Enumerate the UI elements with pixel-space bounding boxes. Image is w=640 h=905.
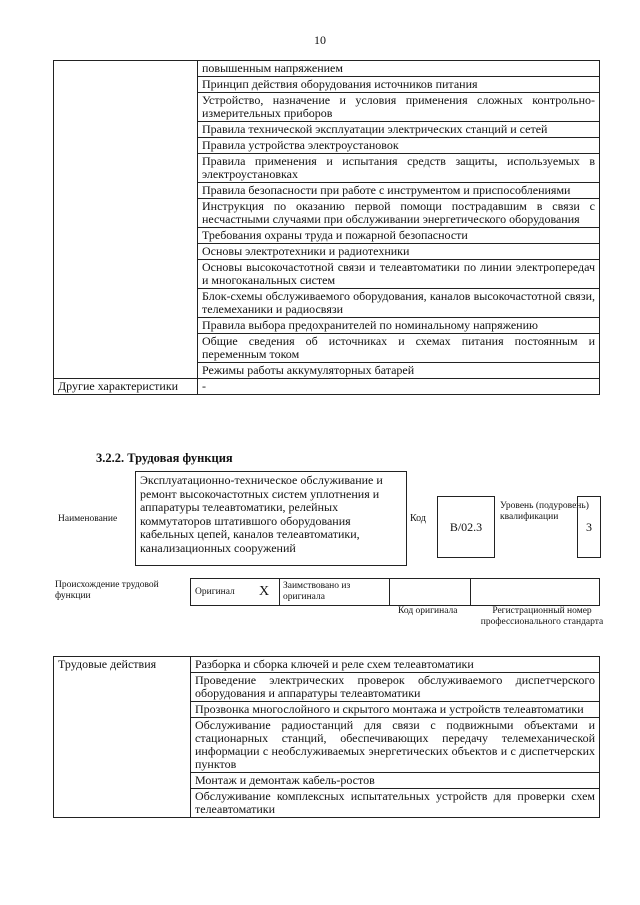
table-row: Основы электротехники и радиотехники: [198, 244, 600, 260]
original-mark: X: [259, 584, 270, 599]
level-label: Уровень (подуровень) квалификации: [500, 501, 589, 522]
code-original-cell: [389, 578, 471, 606]
table-row: Обслуживание радиостанций для связи с подвижными объектами и стационарных станций, обеспечивающих передачу телемеханической информации с необслуживаемых энергетических объектов и с диспетчерских пунктов: [191, 718, 600, 773]
reg-number-cell: [470, 578, 600, 606]
knowledge-table: [53, 60, 600, 395]
table-row: Правила устройства электроустановок: [198, 138, 600, 154]
table-row: Принцип действия оборудования источников питания: [198, 77, 600, 93]
table-row: Общие сведения об источниках и схемах питания постоянным и переменным током: [198, 334, 600, 363]
other-characteristics-value: -: [198, 379, 600, 395]
name-label: Наименование: [58, 514, 118, 524]
table-row: Режимы работы аккумуляторных батарей: [198, 363, 600, 379]
table-row: Блок-схемы обслуживаемого оборудования, каналов высокочастотной связи, телемеханики и радиосвязи: [198, 289, 600, 318]
table-row: Требования охраны труда и пожарной безопасности: [198, 228, 600, 244]
table-row: Основы высокочастотной связи и телеавтоматики по линии электропередач и многоканальных систем: [198, 260, 600, 289]
original-cell: [190, 578, 280, 606]
level-value-box: 3: [577, 496, 601, 558]
table-row: Инструкция по оказанию первой помощи пострадавшим в связи с несчастными случаями при обслуживании энергетического оборудования: [198, 199, 600, 228]
origin-row: [190, 578, 600, 606]
table-row: Устройство, назначение и условия применения сложных контрольно-измерительных приборов: [198, 93, 600, 122]
original-label: Оригинал: [195, 587, 235, 597]
section-title: 3.2.2. Трудовая функция: [96, 451, 233, 465]
table-row: Правила применения и испытания средств защиты, используемых в электроустановках: [198, 154, 600, 183]
table-row: повышенным напряжением: [198, 61, 600, 77]
code-original-label: Код оригинала: [398, 606, 458, 616]
function-name-box: Эксплуатационно-техническое обслуживание и ремонт высокочастотных систем уплотнения и аппаратуры телеавтоматики, релейных коммутаторов штатившого оборудования кабельных цепей, каналов телеавтоматики, канализационных сооружений: [135, 471, 407, 566]
table-row: Разборка и сборка ключей и реле схем телеавтоматики: [191, 657, 600, 673]
code-label: Код: [410, 513, 426, 524]
table-row: Правила выбора предохранителей по номинальному напряжению: [198, 318, 600, 334]
table-row: Проведение электрических проверок обслуживаемого диспетчерского оборудования и аппаратуры телеавтоматики: [191, 673, 600, 702]
borrowed-cell: [279, 578, 390, 606]
table-row: Правила технической эксплуатации электрических станций и сетей: [198, 122, 600, 138]
table-row: Монтаж и демонтаж кабель-ростов: [191, 773, 600, 789]
origin-label: Происхождение трудовой функции: [55, 580, 159, 601]
table-row: Прозвонка многослойного и скрытого монтажа и устройств телеавтоматики: [191, 702, 600, 718]
other-characteristics-label: Другие характеристики: [54, 379, 198, 395]
reg-number-label: Регистрационный номер профессионального стандарта: [480, 606, 604, 627]
knowledge-label-cell: [54, 61, 198, 379]
borrowed-label: Заимствовано из оригинала: [283, 581, 351, 602]
table-row: Обслуживание комплексных испытательных устройств для проверки схем телеавтоматики: [191, 789, 600, 818]
table-row: Правила безопасности при работе с инструментом и приспособлениями: [198, 183, 600, 199]
code-value-box: В/02.3: [437, 496, 495, 558]
labor-actions-label: Трудовые действия: [54, 657, 191, 818]
page-number: 10: [314, 33, 326, 47]
labor-actions-table: [53, 656, 600, 818]
